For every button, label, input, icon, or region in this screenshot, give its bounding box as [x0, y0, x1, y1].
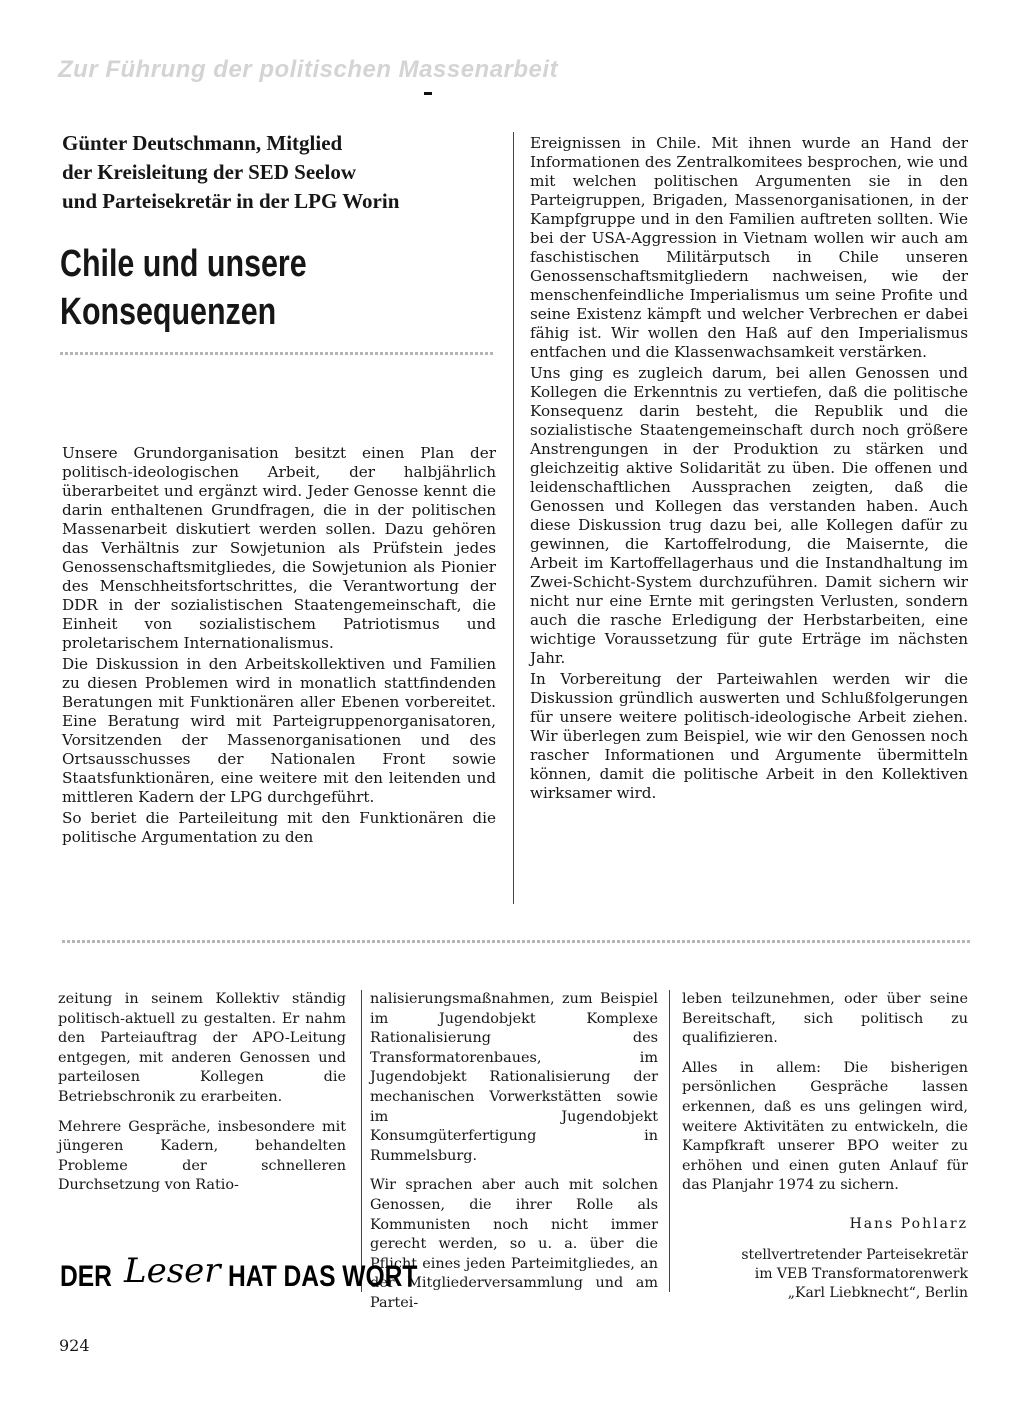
column-divider — [361, 990, 362, 1292]
logo-hat-das-wort: HAT DAS WORT — [228, 1258, 418, 1293]
paragraph: Mehrere Gespräche, insbesondere mit jüngeren Kadern, behandelten Probleme der schnelleren Durchsetzung von Ratio- — [58, 1118, 346, 1194]
paragraph: In Vorbereitung der Parteiwahlen werden wir die Diskussion gründlich auswerten und Schlußfolgerungen für unsere weitere politisch-ideologische Arbeit ziehen. Wir überlegen zum Beispiel, wie wir den Genossen noch rascher Informationen und Argumente übermitteln können, damit die politische Arbeit in den Kollektiven wirksamer wird. — [530, 670, 968, 802]
role-line: im VEB Transformatorenwerk — [754, 1266, 968, 1282]
author-block — [62, 129, 492, 216]
paragraph: nalisierungsmaßnahmen, zum Beispiel im Jugendobjekt Komplexe Rationalisierung des Transformatorenbaues, im Jugendobjekt Rationalisierung der mechanischen Vorwerkstätten sowie im Jugendobjekt Konsumgüterfertigung in Rummelsburg. — [370, 991, 658, 1164]
article-headline — [60, 240, 307, 336]
column-divider — [513, 132, 514, 904]
article-column-left — [62, 444, 496, 847]
divider-short — [60, 352, 494, 355]
logo-script: Leser — [124, 1251, 221, 1291]
logo-der: DER — [60, 1258, 112, 1293]
paragraph: leben teilzunehmen, oder über seine Bereitschaft, sich politisch zu qualifizieren. — [682, 991, 968, 1047]
author-line: und Parteisekretär in der LPG Worin — [62, 189, 400, 213]
article-column-right — [530, 134, 968, 803]
paragraph: So beriet die Parteileitung mit den Funktionären die politische Argumentation zu den — [62, 809, 496, 846]
signature-role — [660, 1246, 968, 1303]
paragraph: Wir sprachen aber auch mit solchen Genossen, die ihrer Rolle als Kommunisten noch nicht immer gerecht werden, so u. a. über die Pflicht eines jeden Parteimitgliedes, an der Mitgliederversammlung und am Partei- — [370, 1177, 658, 1311]
headline-line: Konsequenzen — [60, 291, 277, 333]
author-line: der Kreisleitung der SED Seelow — [62, 160, 356, 184]
paragraph: Ereignissen in Chile. Mit ihnen wurde an Hand der Informationen des Zentralkomitees besprochen, wie und mit welchen politischen Argumenten sie in den Parteigruppen, Brigaden, Massenorganisationen, in der Kampfgruppe und in den Familien auftreten sollten. Wie bei der USA-Aggression in Vietnam wollen wir auch am faschistischen Militärputsch in Chile unseren Genossenschaftsmitgliedern nachweisen, wie der menschenfeindliche Imperialismus um seine Profite und seine Existenz kämpft und welcher Verbrechen er dabei fähig ist. Wir wollen den Haß auf den Imperialismus entfachen und die Klassenwachsamkeit verstärken. — [530, 134, 968, 361]
page-number: 924 — [59, 1336, 90, 1355]
author-line: Günter Deutschmann, Mitglied — [62, 131, 343, 155]
divider-long — [62, 940, 970, 943]
letter-column-1 — [58, 990, 346, 1196]
paragraph: Unsere Grundorganisation besitzt einen Plan der politisch-ideologischen Arbeit, der halbjährlich überarbeitet und ergänzt wird. Jeder Genosse kennt die darin enthaltenen Grundfragen, die in der politischen Massenarbeit diskutiert werden sollen. Dazu gehören das Verhältnis zur Sowjetunion als Prüfstein jedes Genossenschaftsmitgliedes, die Sowjetunion als Pionier des Menschheitsfortschrittes, die Verantwortung der DDR in der sozialistischen Staatengemeinschaft, die Einheit von sozialistischem Patriotismus und proletarischem Internationalismus. — [62, 444, 496, 652]
paragraph: Alles in allem: Die bisherigen persönlichen Gespräche lassen erkennen, daß es uns gelingen wird, weitere Aktivitäten zu entwickeln, die Kampfkraft unserer BPO weiter zu erhöhen und einen guten Anlauf für das Planjahr 1974 zu sichern. — [682, 1059, 968, 1194]
signature-name: Hans Pohlarz — [849, 1216, 968, 1232]
dash-mark — [424, 92, 432, 95]
paragraph: Uns ging es zugleich darum, bei allen Genossen und Kollegen die Erkenntnis zu vertiefen, daß die politische Konsequenz darin besteht, die Republik und die sozialistische Staatengemeinschaft durch noch größere Anstrengungen in der Produktion zu stärken und gleichzeitig aktive Solidarität zu üben. Die offenen und leidenschaftlichen Aussprachen zeigten, daß die Genossen und Kollegen das verstanden haben. Auch diese Diskussion trug dazu bei, alle Kollegen dafür zu gewinnen, die Kartoffelrodung, die Maisernte, die Arbeit im Kartoffellagerhaus und die Instandhaltung im Zwei-Schicht-System durchzuführen. Damit sichern wir nicht nur eine Ernte mit geringsten Verlusten, sondern auch die rasche Erledigung der Herbstarbeiten, eine wichtige Voraussetzung für gute Erträge im nächsten Jahr. — [530, 364, 968, 667]
headline-line: Chile und unsere — [60, 243, 307, 285]
role-line: „Karl Liebknecht“, Berlin — [787, 1285, 968, 1301]
column-logo — [60, 1251, 418, 1294]
paragraph: zeitung in seinem Kollektiv ständig politisch-aktuell zu gestalten. Er nahm den Parteiauftrag der APO-Leitung entgegen, mit anderen Genossen und parteilosen Kollegen die Betriebschronik zu erarbeiten. — [58, 991, 346, 1105]
paragraph: Die Diskussion in den Arbeitskollektiven und Familien zu diesen Problemen wird in monatlich stattfindenden Beratungen mit Funktionären aller Ebenen vorbereitet. Eine Beratung wird mit Parteigruppenorganisatoren, Vorsitzenden der Massenorganisationen und des Ortsausschusses der Nationalen Front sowie Staatsfunktionären, eine weitere mit den leitenden und mittleren Kadern der LPG durchgeführt. — [62, 655, 496, 806]
role-line: stellvertretender Parteisekretär — [741, 1247, 968, 1263]
running-head: Zur Führung der politischen Massenarbeit — [58, 56, 559, 83]
letter-column-3 — [682, 990, 968, 1196]
